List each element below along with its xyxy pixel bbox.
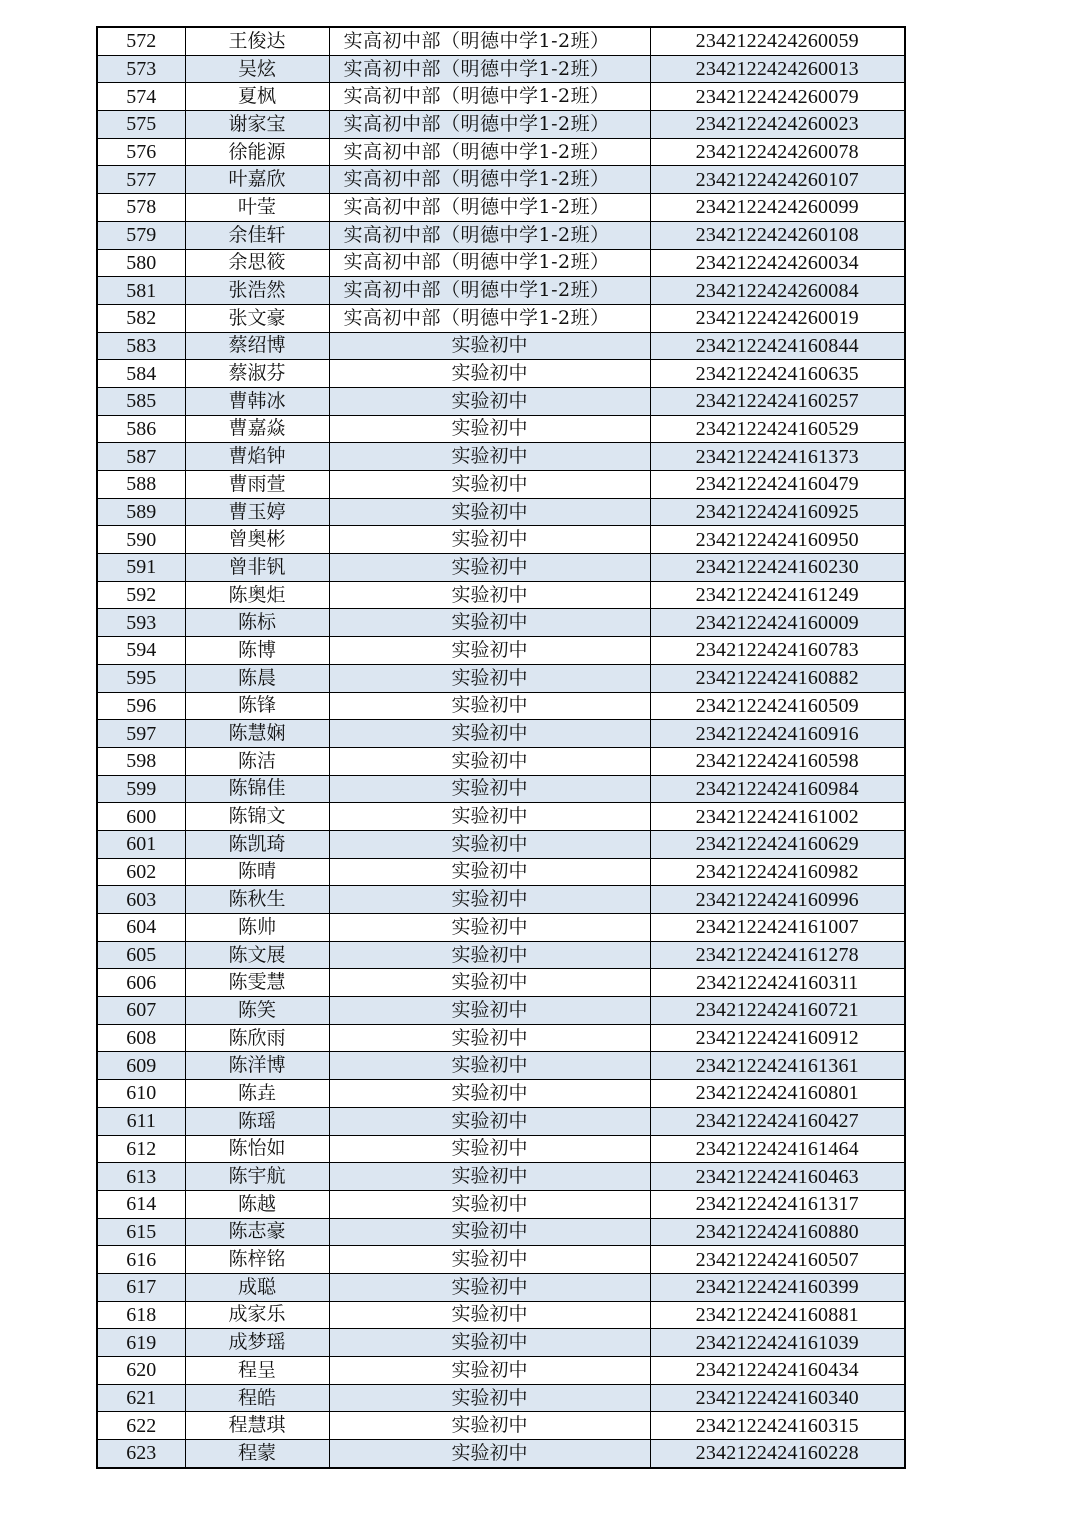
table-row: [97, 664, 905, 692]
table-row: [97, 443, 905, 471]
row-number: 594: [97, 637, 185, 665]
row-number: 622: [97, 1412, 185, 1440]
table-row: [97, 858, 905, 886]
school-name: 实验初中: [329, 803, 650, 831]
row-number: 604: [97, 914, 185, 942]
student-name: 程呈: [185, 1357, 329, 1385]
student-name: 陈标: [185, 609, 329, 637]
exam-id: 2342122424160925: [650, 498, 905, 526]
exam-id: 2342122424161464: [650, 1135, 905, 1163]
table-row: [97, 1190, 905, 1218]
table-row: [97, 526, 905, 554]
row-number: 621: [97, 1384, 185, 1412]
student-name: 曹焰钟: [185, 443, 329, 471]
row-number: 591: [97, 554, 185, 582]
student-name: 曹嘉焱: [185, 415, 329, 443]
exam-id: 2342122424160801: [650, 1080, 905, 1108]
student-name: 陈秋生: [185, 886, 329, 914]
exam-id: 2342122424161278: [650, 941, 905, 969]
student-name: 曾奥彬: [185, 526, 329, 554]
table-row: [97, 914, 905, 942]
row-number: 616: [97, 1246, 185, 1274]
row-number: 609: [97, 1052, 185, 1080]
table-row: [97, 498, 905, 526]
student-name: 陈帅: [185, 914, 329, 942]
school-name: 实验初中: [329, 498, 650, 526]
table-row: [97, 554, 905, 582]
exam-id: 2342122424160230: [650, 554, 905, 582]
exam-id: 2342122424160881: [650, 1301, 905, 1329]
exam-id: 2342122424160916: [650, 720, 905, 748]
table-row: [97, 221, 905, 249]
exam-id: 2342122424260108: [650, 221, 905, 249]
row-number: 619: [97, 1329, 185, 1357]
school-name: 实验初中: [329, 664, 650, 692]
row-number: 620: [97, 1357, 185, 1385]
student-name: 程蒙: [185, 1440, 329, 1468]
table-row: [97, 1107, 905, 1135]
exam-id: 2342122424160507: [650, 1246, 905, 1274]
student-name: 陈越: [185, 1190, 329, 1218]
row-number: 602: [97, 858, 185, 886]
school-name: 实验初中: [329, 969, 650, 997]
student-name: 谢家宝: [185, 111, 329, 139]
exam-id: 2342122424260079: [650, 83, 905, 111]
school-name: 实验初中: [329, 1080, 650, 1108]
row-number: 608: [97, 1024, 185, 1052]
student-roster-table: [96, 26, 906, 1469]
table-row: [97, 1246, 905, 1274]
school-name: 实高初中部（明德中学1-2班）: [329, 83, 650, 111]
school-name: 实验初中: [329, 1135, 650, 1163]
row-number: 582: [97, 304, 185, 332]
student-name: 陈奥炬: [185, 581, 329, 609]
row-number: 576: [97, 138, 185, 166]
school-name: 实验初中: [329, 1246, 650, 1274]
row-number: 583: [97, 332, 185, 360]
student-name: 叶莹: [185, 194, 329, 222]
exam-id: 2342122424160844: [650, 332, 905, 360]
row-number: 613: [97, 1163, 185, 1191]
student-name: 陈锦文: [185, 803, 329, 831]
exam-id: 2342122424160257: [650, 387, 905, 415]
table-row: [97, 581, 905, 609]
student-name: 叶嘉欣: [185, 166, 329, 194]
exam-id: 2342122424260107: [650, 166, 905, 194]
exam-id: 2342122424160950: [650, 526, 905, 554]
student-name: 陈凯琦: [185, 830, 329, 858]
table-row: [97, 747, 905, 775]
student-name: 吴炫: [185, 55, 329, 83]
student-name: 陈洋博: [185, 1052, 329, 1080]
student-name: 陈锋: [185, 692, 329, 720]
exam-id: 2342122424161361: [650, 1052, 905, 1080]
table-row: [97, 1080, 905, 1108]
row-number: 605: [97, 941, 185, 969]
exam-id: 2342122424160912: [650, 1024, 905, 1052]
school-name: 实高初中部（明德中学1-2班）: [329, 249, 650, 277]
school-name: 实验初中: [329, 609, 650, 637]
school-name: 实验初中: [329, 637, 650, 665]
exam-id: 2342122424160721: [650, 997, 905, 1025]
exam-id: 2342122424160009: [650, 609, 905, 637]
row-number: 623: [97, 1440, 185, 1468]
school-name: 实验初中: [329, 858, 650, 886]
exam-id: 2342122424161373: [650, 443, 905, 471]
row-number: 580: [97, 249, 185, 277]
table-row: [97, 1024, 905, 1052]
table-row: [97, 360, 905, 388]
table-row: [97, 194, 905, 222]
exam-id: 2342122424160479: [650, 471, 905, 499]
school-name: 实验初中: [329, 1357, 650, 1385]
school-name: 实验初中: [329, 581, 650, 609]
table-row: [97, 830, 905, 858]
exam-id: 2342122424160399: [650, 1273, 905, 1301]
school-name: 实验初中: [329, 443, 650, 471]
student-name: 余佳轩: [185, 221, 329, 249]
row-number: 590: [97, 526, 185, 554]
exam-id: 2342122424160509: [650, 692, 905, 720]
table-row: [97, 277, 905, 305]
exam-id: 2342122424260013: [650, 55, 905, 83]
student-name: 成家乐: [185, 1301, 329, 1329]
student-name: 余思筱: [185, 249, 329, 277]
exam-id: 2342122424160984: [650, 775, 905, 803]
table-row: [97, 1384, 905, 1412]
student-name: 陈宇航: [185, 1163, 329, 1191]
table-row: [97, 775, 905, 803]
student-name: 陈垚: [185, 1080, 329, 1108]
school-name: 实验初中: [329, 1273, 650, 1301]
exam-id: 2342122424160311: [650, 969, 905, 997]
table-row: [97, 27, 905, 55]
school-name: 实高初中部（明德中学1-2班）: [329, 221, 650, 249]
exam-id: 2342122424160340: [650, 1384, 905, 1412]
table-row: [97, 304, 905, 332]
exam-id: 2342122424160529: [650, 415, 905, 443]
table-row: [97, 720, 905, 748]
row-number: 615: [97, 1218, 185, 1246]
row-number: 617: [97, 1273, 185, 1301]
row-number: 592: [97, 581, 185, 609]
student-name: 蔡绍博: [185, 332, 329, 360]
student-name: 夏枫: [185, 83, 329, 111]
row-number: 612: [97, 1135, 185, 1163]
row-number: 589: [97, 498, 185, 526]
school-name: 实验初中: [329, 886, 650, 914]
exam-id: 2342122424160463: [650, 1163, 905, 1191]
row-number: 593: [97, 609, 185, 637]
row-number: 600: [97, 803, 185, 831]
student-name: 曹韩冰: [185, 387, 329, 415]
school-name: 实验初中: [329, 471, 650, 499]
table-row: [97, 1135, 905, 1163]
table-row: [97, 997, 905, 1025]
exam-id: 2342122424160228: [650, 1440, 905, 1468]
school-name: 实验初中: [329, 1301, 650, 1329]
school-name: 实高初中部（明德中学1-2班）: [329, 304, 650, 332]
student-name: 陈晴: [185, 858, 329, 886]
exam-id: 2342122424160882: [650, 664, 905, 692]
table-row: [97, 415, 905, 443]
row-number: 599: [97, 775, 185, 803]
student-name: 曹玉婷: [185, 498, 329, 526]
school-name: 实验初中: [329, 830, 650, 858]
table-row: [97, 1357, 905, 1385]
row-number: 572: [97, 27, 185, 55]
exam-id: 2342122424161002: [650, 803, 905, 831]
exam-id: 2342122424160635: [650, 360, 905, 388]
school-name: 实验初中: [329, 1218, 650, 1246]
school-name: 实验初中: [329, 914, 650, 942]
row-number: 614: [97, 1190, 185, 1218]
exam-id: 2342122424160598: [650, 747, 905, 775]
row-number: 595: [97, 664, 185, 692]
school-name: 实高初中部（明德中学1-2班）: [329, 27, 650, 55]
student-name: 陈笑: [185, 997, 329, 1025]
row-number: 586: [97, 415, 185, 443]
school-name: 实验初中: [329, 1190, 650, 1218]
school-name: 实验初中: [329, 1163, 650, 1191]
student-name: 张浩然: [185, 277, 329, 305]
exam-id: 2342122424160996: [650, 886, 905, 914]
student-name: 陈博: [185, 637, 329, 665]
school-name: 实验初中: [329, 1412, 650, 1440]
table-row: [97, 138, 905, 166]
student-name: 陈慧娴: [185, 720, 329, 748]
school-name: 实验初中: [329, 1107, 650, 1135]
student-name: 成梦瑶: [185, 1329, 329, 1357]
table-row: [97, 1273, 905, 1301]
table-row: [97, 803, 905, 831]
school-name: 实验初中: [329, 1052, 650, 1080]
table-row: [97, 886, 905, 914]
student-name: 程皓: [185, 1384, 329, 1412]
row-number: 578: [97, 194, 185, 222]
table-row: [97, 249, 905, 277]
exam-id: 2342122424260078: [650, 138, 905, 166]
school-name: 实验初中: [329, 1329, 650, 1357]
exam-id: 2342122424161007: [650, 914, 905, 942]
table-row: [97, 1412, 905, 1440]
table-row: [97, 166, 905, 194]
row-number: 573: [97, 55, 185, 83]
row-number: 574: [97, 83, 185, 111]
exam-id: 2342122424260099: [650, 194, 905, 222]
table-row: [97, 1329, 905, 1357]
row-number: 611: [97, 1107, 185, 1135]
school-name: 实高初中部（明德中学1-2班）: [329, 166, 650, 194]
student-name: 曾非钒: [185, 554, 329, 582]
row-number: 596: [97, 692, 185, 720]
student-name: 张文豪: [185, 304, 329, 332]
row-number: 607: [97, 997, 185, 1025]
school-name: 实高初中部（明德中学1-2班）: [329, 194, 650, 222]
row-number: 603: [97, 886, 185, 914]
student-name: 徐能源: [185, 138, 329, 166]
student-name: 陈锦佳: [185, 775, 329, 803]
school-name: 实验初中: [329, 526, 650, 554]
student-name: 陈晨: [185, 664, 329, 692]
table-row: [97, 1052, 905, 1080]
school-name: 实验初中: [329, 415, 650, 443]
row-number: 579: [97, 221, 185, 249]
school-name: 实验初中: [329, 1440, 650, 1468]
row-number: 610: [97, 1080, 185, 1108]
school-name: 实验初中: [329, 360, 650, 388]
school-name: 实验初中: [329, 941, 650, 969]
student-name: 陈瑶: [185, 1107, 329, 1135]
exam-id: 2342122424160880: [650, 1218, 905, 1246]
student-name: 陈洁: [185, 747, 329, 775]
exam-id: 2342122424161249: [650, 581, 905, 609]
student-name: 陈怡如: [185, 1135, 329, 1163]
table-row: [97, 83, 905, 111]
student-name: 成聪: [185, 1273, 329, 1301]
table-row: [97, 1218, 905, 1246]
school-name: 实验初中: [329, 387, 650, 415]
student-name: 陈文展: [185, 941, 329, 969]
student-name: 陈欣雨: [185, 1024, 329, 1052]
row-number: 597: [97, 720, 185, 748]
row-number: 598: [97, 747, 185, 775]
exam-id: 2342122424260034: [650, 249, 905, 277]
exam-id: 2342122424160434: [650, 1357, 905, 1385]
student-name: 蔡淑芬: [185, 360, 329, 388]
student-name: 王俊达: [185, 27, 329, 55]
table-row: [97, 332, 905, 360]
table-row: [97, 1301, 905, 1329]
row-number: 581: [97, 277, 185, 305]
school-name: 实验初中: [329, 775, 650, 803]
row-number: 588: [97, 471, 185, 499]
row-number: 575: [97, 111, 185, 139]
exam-id: 2342122424160982: [650, 858, 905, 886]
row-number: 606: [97, 969, 185, 997]
row-number: 618: [97, 1301, 185, 1329]
table-row: [97, 1440, 905, 1468]
table-row: [97, 969, 905, 997]
exam-id: 2342122424160315: [650, 1412, 905, 1440]
student-name: 陈梓铭: [185, 1246, 329, 1274]
student-name: 曹雨萱: [185, 471, 329, 499]
table-row: [97, 55, 905, 83]
row-number: 585: [97, 387, 185, 415]
exam-id: 2342122424260084: [650, 277, 905, 305]
school-name: 实验初中: [329, 720, 650, 748]
table-row: [97, 692, 905, 720]
student-name: 程慧琪: [185, 1412, 329, 1440]
row-number: 584: [97, 360, 185, 388]
school-name: 实验初中: [329, 1024, 650, 1052]
school-name: 实验初中: [329, 1384, 650, 1412]
exam-id: 2342122424161039: [650, 1329, 905, 1357]
table-row: [97, 609, 905, 637]
exam-id: 2342122424260019: [650, 304, 905, 332]
school-name: 实验初中: [329, 332, 650, 360]
row-number: 587: [97, 443, 185, 471]
school-name: 实高初中部（明德中学1-2班）: [329, 111, 650, 139]
exam-id: 2342122424160427: [650, 1107, 905, 1135]
exam-id: 2342122424161317: [650, 1190, 905, 1218]
table-row: [97, 637, 905, 665]
school-name: 实验初中: [329, 747, 650, 775]
table-row: [97, 111, 905, 139]
school-name: 实验初中: [329, 997, 650, 1025]
table-row: [97, 941, 905, 969]
table-row: [97, 387, 905, 415]
school-name: 实高初中部（明德中学1-2班）: [329, 277, 650, 305]
row-number: 601: [97, 830, 185, 858]
table-row: [97, 471, 905, 499]
table-row: [97, 1163, 905, 1191]
school-name: 实高初中部（明德中学1-2班）: [329, 138, 650, 166]
student-name: 陈雯慧: [185, 969, 329, 997]
exam-id: 2342122424160783: [650, 637, 905, 665]
roster-body: [97, 27, 905, 1468]
student-name: 陈志豪: [185, 1218, 329, 1246]
exam-id: 2342122424260059: [650, 27, 905, 55]
school-name: 实高初中部（明德中学1-2班）: [329, 55, 650, 83]
exam-id: 2342122424160629: [650, 830, 905, 858]
exam-id: 2342122424260023: [650, 111, 905, 139]
row-number: 577: [97, 166, 185, 194]
school-name: 实验初中: [329, 692, 650, 720]
school-name: 实验初中: [329, 554, 650, 582]
